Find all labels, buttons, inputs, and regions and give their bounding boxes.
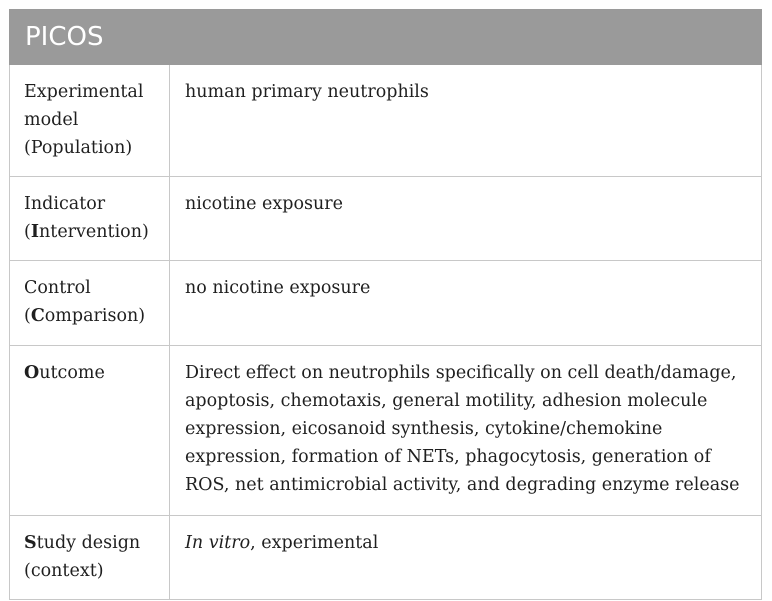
table-row-study-design <box>10 516 762 600</box>
label-line: (Population) <box>24 138 133 158</box>
value-line: expression, formation of NETs, phagocytosis, generation of <box>185 447 711 467</box>
label-rest: ntervention) <box>39 222 149 242</box>
value-line: Direct effect on neutrophils specifically on cell death/damage, <box>185 363 737 383</box>
row-label-outcome <box>10 346 170 516</box>
label-bold-letter: C <box>30 306 45 326</box>
table-row-intervention <box>10 177 762 261</box>
value-line: apoptosis, chemotaxis, general motility, adhesion molecule <box>185 391 708 411</box>
label-line <box>24 359 155 387</box>
row-value-population: human primary neutrophils <box>170 65 762 177</box>
table-header: PICOS <box>10 10 762 65</box>
label-line: (Comparison) <box>24 306 146 326</box>
table-row-population <box>10 65 762 177</box>
label-line: Experimental <box>24 82 144 102</box>
row-label-population <box>10 65 170 177</box>
label-line: (Intervention) <box>24 222 149 242</box>
label-line: Indicator <box>24 194 106 214</box>
row-label-intervention <box>10 177 170 261</box>
table-row-comparison <box>10 261 762 346</box>
row-value-outcome <box>170 346 762 516</box>
label-rest: tudy design <box>36 533 141 553</box>
value-line: expression, eicosanoid synthesis, cytokine/chemokine <box>185 419 663 439</box>
label-line: (context) <box>24 561 104 581</box>
value-line: ROS, net antimicrobial activity, and degrading enzyme release <box>185 475 740 495</box>
picos-table <box>9 9 762 600</box>
table-row-outcome <box>10 346 762 516</box>
row-value-study-design <box>170 516 762 600</box>
row-value-comparison: no nicotine exposure <box>170 261 762 346</box>
label-rest: omparison) <box>44 306 146 326</box>
value-rest: , experimental <box>250 533 379 553</box>
row-label-study-design <box>10 516 170 600</box>
row-value-intervention: nicotine exposure <box>170 177 762 261</box>
label-line <box>24 529 155 557</box>
row-label-comparison <box>10 261 170 346</box>
label-bold-letter: S <box>24 533 37 553</box>
value-italic: In vitro <box>185 533 251 553</box>
header-row <box>10 10 762 65</box>
label-line: model <box>24 110 79 130</box>
label-bold-letter: O <box>24 363 40 383</box>
label-line: Control <box>24 278 91 298</box>
label-rest: utcome <box>39 363 105 383</box>
label-bold-letter: I <box>30 222 40 242</box>
